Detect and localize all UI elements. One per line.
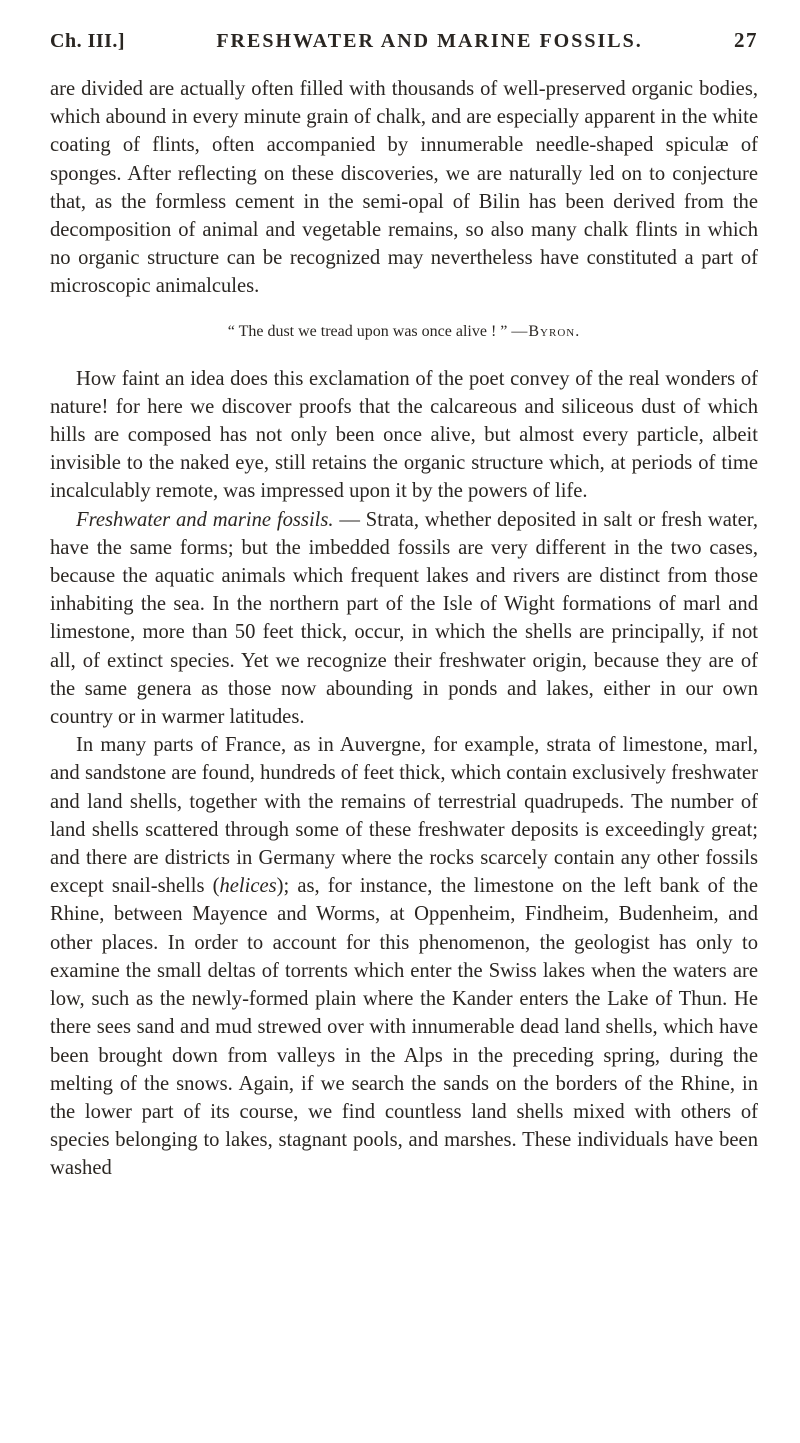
term-helices: helices: [219, 875, 277, 898]
section-body: — Strata, whether deposited in salt or fresh water, have the same forms; but the imbedded fossils are very different in the two cases, because the aquatic animals which frequent lakes and rivers are distinct from those inhabiting the sea. In the northern part of the Isle of Wight formations of marl and limestone, more than 50 feet thick, occur, in which the shells are principally, if not all, of extinct species. Yet we recognize their freshwater origin, because they are of the same genera as those now abounding in ponds and lakes, either in our own country or in warmer latitudes.: [50, 508, 758, 729]
paragraph-france: [50, 731, 758, 1182]
paragraph-exclamation: How faint an idea does this exclamation of the poet convey of the real wonders of nature! for here we discover proofs that the calcareous and siliceous dust of which hills are composed has not only been once alive, but almost every particle, albeit invisible to the naked eye, still retains the organic structure which, at periods of time incalculably remote, was impressed upon it by the powers of life.: [50, 367, 758, 503]
paragraph-france-part1: In many parts of France, as in Auvergne, for example, strata of limestone, marl, and sandstone are found, hundreds of feet thick, which contain exclusively freshwater and land shells, together with the remains of terrestrial quadrupeds. The number of land shells scattered through some of these freshwater deposits is exceedingly great; and there are districts in Germany where the rocks scarcely contain any other fossils except snail-shells (: [50, 734, 758, 898]
epigraph-author: —Byron.: [511, 322, 581, 340]
epigraph: [50, 321, 758, 343]
chapter-label: Ch. III.]: [50, 30, 126, 52]
running-head: [50, 28, 758, 53]
running-title: FRESHWATER AND MARINE FOSSILS.: [216, 30, 643, 52]
paragraph-france-part2: ); as, for instance, the limestone on the left bank of the Rhine, between Mayence and Worms, at Oppenheim, Findheim, Budenheim, and other places. In order to account for this phenomenon, the geologist has only to examine the small deltas of torrents which enter the Swiss lakes when the waters are low, such as the newly-formed plain where the Kander enters the Lake of Thun. He there sees sand and mud strewed over with innumerable dead land shells, which have been brought down from valleys in the Alps in the preceding spring, during the melting of the snows. Again, if we search the sands on the borders of the Rhine, in the lower part of its course, we find countless land shells mixed with others of species belonging to lakes, stagnant pools, and marshes. These individuals have been washed: [50, 875, 758, 1180]
paragraph-continued: are divided are actually often filled with thousands of well-preserved organic bodies, which abound in every minute grain of chalk, and are especially apparent in the white coating of flints, often accompanied by innumerable needle-shaped spiculæ of sponges. After reflecting on these discoveries, we are naturally led on to conjecture that, as the formless cement in the semi-opal of Bilin has been derived from the decomposition of animal and vegetable remains, so also many chalk flints in which no organic structure can be recognized may nevertheless have constituted a part of microscopic animalcules.: [50, 78, 758, 298]
epigraph-quote: “ The dust we tread upon was once alive ! ”: [227, 322, 508, 340]
section-title: Freshwater and marine fossils.: [76, 508, 334, 531]
book-page: [50, 28, 758, 1183]
paragraph-freshwater-marine: [50, 506, 758, 732]
page-number: 27: [733, 28, 758, 52]
